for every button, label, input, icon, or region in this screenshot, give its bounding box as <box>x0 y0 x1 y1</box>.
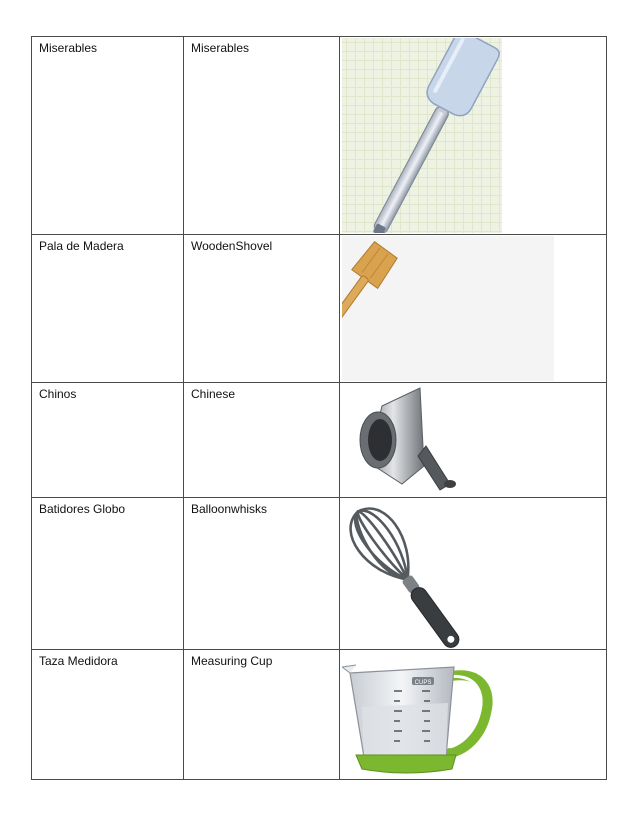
spanish-term: Taza Medidora <box>39 654 118 668</box>
image-cell <box>340 235 607 383</box>
english-term-cell <box>184 37 340 235</box>
spanish-term: Chinos <box>39 387 77 401</box>
spanish-term: Miserables <box>39 41 98 55</box>
english-term: Chinese <box>191 387 236 401</box>
spanish-term-cell <box>32 650 184 780</box>
english-term-cell <box>184 498 340 650</box>
cup-label: CUPS <box>414 680 432 686</box>
english-term: Measuring Cup <box>191 654 273 668</box>
spanish-term-cell <box>32 383 184 498</box>
english-term-cell <box>184 650 340 780</box>
english-term-cell <box>184 383 340 498</box>
english-term-cell <box>184 235 340 383</box>
measuring-cup-icon <box>342 651 506 777</box>
image-cell <box>340 498 607 650</box>
image-cell <box>340 650 607 780</box>
vocabulary-table <box>31 36 607 780</box>
table-row <box>32 498 607 650</box>
english-term: WoodenShovel <box>191 239 273 253</box>
spanish-term-cell <box>32 498 184 650</box>
wooden-spatula-icon <box>342 236 554 381</box>
spatula-icon <box>342 38 502 233</box>
spanish-term: Pala de Madera <box>39 239 124 253</box>
balloon-whisk-icon <box>342 499 468 648</box>
spanish-term: Batidores Globo <box>39 502 126 516</box>
table-row <box>32 37 607 235</box>
table-row <box>32 650 607 780</box>
spanish-term-cell <box>32 235 184 383</box>
english-term: Balloonwhisks <box>191 502 268 516</box>
spanish-term-cell <box>32 37 184 235</box>
table-row <box>32 383 607 498</box>
table-row <box>32 235 607 383</box>
chinois-strainer-icon <box>342 384 470 496</box>
image-cell <box>340 37 607 235</box>
english-term: Miserables <box>191 41 250 55</box>
image-cell <box>340 383 607 498</box>
